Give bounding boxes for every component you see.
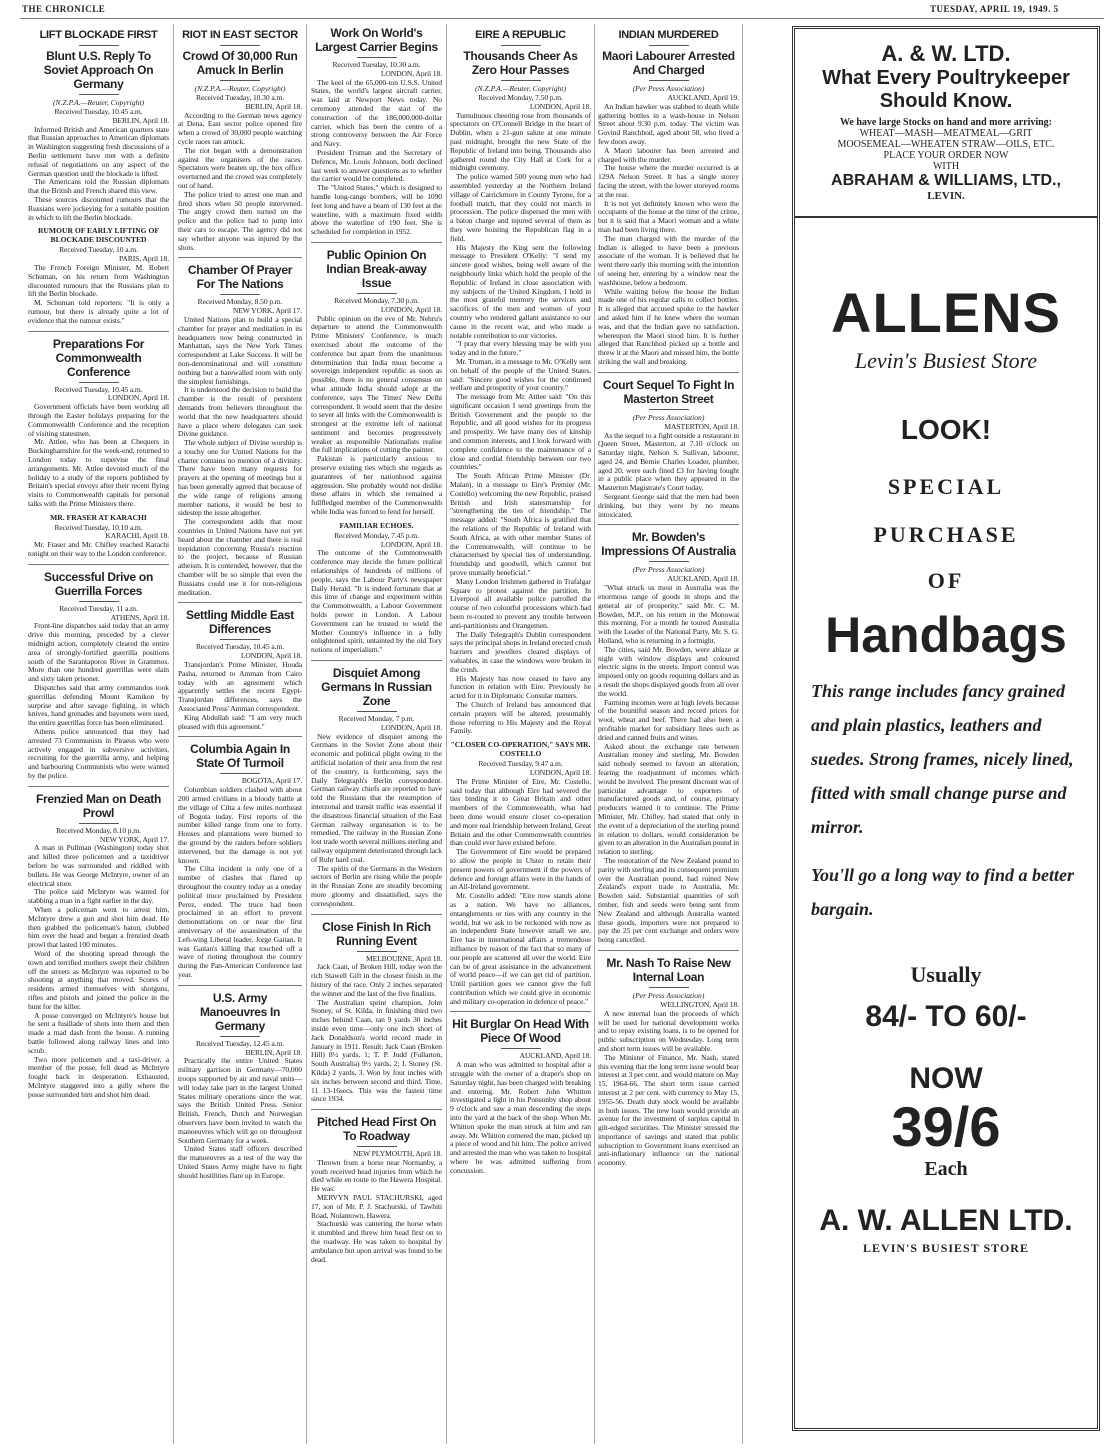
article — [598, 372, 739, 520]
article-divider — [598, 950, 739, 951]
ad-copy: You'll go a long way to find a better bargain. — [811, 865, 1075, 919]
headline-rule — [649, 561, 689, 562]
article-paragraph: A Maori labourer has been arrested and charged with the murder. — [598, 145, 739, 164]
article-paragraph: Mr. Truman, in a message to Mr. O'Kelly sent on behalf of the people of the United States, said: "Sincere good wishes for the continued welfare and prosperity of your country." — [450, 356, 591, 393]
article-paragraph: King Abdullah said: "I am very much pleased with this agreement." — [178, 712, 302, 731]
article-paragraph: The police said McIntyre was wanted for stabbing a man in a fight earlier in the day. — [28, 887, 169, 906]
article-paragraph: As the sequel to a fight outside a restaurant in Queen Street, Masterton, at 7.10 o'clock on Saturday night, Nelson S. Sullivan, labourer, aged 24, and Bernie Charles Loader, plumber, aged 20, were each fined £3 for having fought in a public place when they appeared in the Masterton Magistrate's Court today. — [598, 430, 739, 493]
article — [598, 950, 739, 1168]
article-paragraph: The police tried to arrest one man and fired shots when 50 people intervened. The angry crowd then turned on the police and the police had to jump into their cars to escape. The agency did not say whether anyone was injured by the shots. — [178, 189, 302, 252]
headline-rule — [220, 294, 260, 295]
article — [311, 660, 442, 909]
ad-look: LOOK! — [900, 414, 992, 445]
article-dateline: LONDON, April 18. — [107, 393, 169, 403]
article-paragraph: A new internal loan the proceeds of which will be used for national development works and to repay existing loans, is to be opened for public subscription on Wednesday. Long term and short term issues will be available. — [598, 1008, 739, 1053]
masthead-rule — [20, 18, 1104, 19]
article-source: (Per Press Association) — [632, 990, 705, 1000]
article-paragraph: His Majesty the King sent the following message to President O'Kelly: "I send my sincere good wishes, being well aware of the neighbourly links which hold the people of the Republic of Ireland in close association with my subjects of the United Kingdom, I hold in the most grateful memory the services and sacrifices of the men and women of your country who rendered gallant assistance to our cause in the recent war, and who made a notable contribution to our victories. — [450, 242, 591, 340]
ad-company-name: A. & W. LTD. — [881, 41, 1011, 66]
article-dateline: NEW PLYMOUTH, April 18. — [353, 1149, 442, 1159]
ad-text: PLACE YOUR ORDER NOW — [883, 150, 1009, 161]
article-headline: Pitched Head First On To Roadway — [316, 1115, 437, 1144]
article-received: Received Monday, 7.45 p.m. — [334, 530, 419, 540]
article-headline: Maori Labourer Arrested And Charged — [602, 49, 735, 77]
headline-rule — [649, 409, 689, 410]
headline-rule — [501, 80, 541, 81]
article-paragraph: President Truman and the Secretary of Defence, Mr. Louis Johnson, both declined last week to answer questions as to whether the carrier would be completed. — [311, 147, 442, 184]
article — [28, 226, 169, 325]
article-divider — [311, 914, 442, 915]
article — [598, 524, 739, 944]
article-paragraph: Mr. Fraser and Mr. Chifley reached Karachi tonight on their way to the London conference. — [28, 540, 169, 559]
article-received: Received Monday, 8.50 p.m. — [197, 297, 283, 307]
article-paragraph: Asked about the exchange rate between Australian money and sterling, Mr. Bowden said nobody seemed to favour an alteration, fearing the readjustment of incomes which would be involved. The present discount was of particular advantage to exporters of manufactured goods and, of course, primary producers wanted it to continue. The Prime Minister, Mr. Chifley, had stated that only in the event of a depreciation of the sterling pound in relation to dollars, would consideration be given to an alteration in the Australian pound in relation to sterling. — [598, 741, 739, 857]
article-divider — [28, 564, 169, 565]
ad-brand-allens: ALLENS — [831, 281, 1061, 344]
article-paragraph: The Cilta incident is only one of a number of clashes that flared up throughout the country today as a oneday political truce proclaimed by President Perez, ended. The truce had been proclaimed in an effort to prevent demonstrations on or near the first anniversary of the assassination of the Left-wing Liberal leader, Jorge Gaitan. It was Gaitan's killing that touched off a wave of rioting throughout the country during the Pan-American Conference last year. — [178, 864, 302, 979]
article-dateline: MELBOURNE, April 18. — [365, 953, 442, 963]
article-headline: Chamber Of Prayer For The Nations — [187, 263, 293, 292]
article — [28, 564, 169, 781]
article-divider — [28, 331, 169, 332]
column-5 — [598, 24, 739, 1168]
article-paragraph: The outcome of the Commonwealth conference may decide the future political relationships of hundreds of millions of people, says the Labour Party's newspaper Daily Herald. "It is indeed fortunate that at this time of change and experiment within the Commonwealth, a Labour Government holds power in London. A Labour Government can be trusted to wield the Mother Country's influence in a fully enlightened spirit, untainted by the old Tory notions of imperialism." — [311, 548, 442, 655]
headline-rule — [501, 1048, 541, 1049]
article-subhead: FAMILIAR ECHOES. — [339, 520, 414, 530]
ad-footer-company: A. W. ALLEN LTD. — [819, 1204, 1073, 1237]
article-received: Received Tuesday, 10.45 a.m. — [54, 107, 143, 116]
article-divider — [450, 1011, 591, 1012]
article-dateline: AUCKLAND, April 18. — [667, 574, 739, 584]
article-headline: Preparations For Commonwealth Conference — [52, 336, 145, 379]
ad-price: 39/6 — [891, 1095, 1001, 1158]
article-divider — [598, 372, 739, 373]
article-paragraph: "What struck us most in Australia was the enormous range of goods in shops and the general air of prosperity," said Mr. C. M. Bowden, M.P., on his return in the Monowai this morning. For a month he toured Australia with the Leader of the National Party, Mr. S. G. Holland, who is returning in a fortnight. — [598, 583, 739, 646]
article — [28, 786, 169, 1100]
article-paragraph: Mr. Costello added: "Eire now stands alone as a nation. We have no alliances, entanglements or ties with any country in the world, but we ask to be reckoned with now as an independent State however small we are. Eire has in international affairs a tremendous influence by reason of the fact that so many of our people are scattered all over the world. Eire can be of great assistance in the advancement of world peace—if we can get rid of partition. Until partition goes we cannot give the full contribution which we could give in economic and military co-operation in defence of peace." — [450, 891, 591, 1006]
ad-tagline: Levin's Busiest Store — [854, 348, 1038, 373]
article-dateline: AUCKLAND, April 18. — [519, 1051, 591, 1061]
article-headline: Work On World's Largest Carrier Begins — [315, 26, 438, 54]
article-source: (N.Z.P.A.—Reuter, Copyright) — [475, 84, 566, 93]
article-paragraph: Public opinion on the eve of Mr. Nehru's departure to attend the Commonwealth Prime Ministers' Conference, is much exercised about the outcome of the conference but apart from the unanimous determination that India must become a sovereign independent republic as soon as possible, there is no general consensus on what attitude India should adopt at the conference, says The Times' New Delhi correspondent. It would seem that the desire to sever all links with the Commonwealth is strongest at the extreme left of national sentiment and becomes progressively weaker as responsible Nationalists realise the full implications of cutting the painter. — [311, 313, 442, 455]
headline-rule — [357, 711, 397, 712]
article-received: Received Monday, 7.30 p.m. — [334, 295, 419, 305]
article-paragraph: M. Schuman told reporters: "It is only a rumour, but there is already quite a lot of evidence that the rumour exists." — [28, 298, 169, 325]
date: TUESDAY, APRIL 19, 1949. — [930, 4, 1051, 14]
ad-text: We have large Stocks on hand and more arriving: — [839, 117, 1053, 128]
article-paragraph: The keel of the 65,000-ton U.S.S. United States, the world's largest aircraft carrier, was laid at Newport News today. No ceremony attended the start of the construction of the 186,000,000-dollar carrier, which has been the centre of a strong controversy between the Air Force and Navy. — [311, 77, 442, 149]
article-dateline: LONDON, April 18. — [380, 539, 442, 549]
ad-text: WHEAT—MASH—MEATMEAL—GRIT — [859, 128, 1033, 139]
article-received: Received Tuesday, 12.45 a.m. — [195, 1038, 285, 1048]
headline-rule — [357, 57, 397, 58]
article-dateline: LONDON, April 18. — [380, 68, 442, 78]
article-paragraph: A man in Pullman (Washington) today shot and killed three policemen and a taxidriver before he was surrounded and riddled with bullets. He was George McIntyre, owner of an electrical store. — [28, 843, 169, 888]
column-divider — [742, 24, 743, 1444]
article — [178, 985, 302, 1181]
article-dateline: LONDON, April 18. — [529, 767, 591, 777]
masthead-paper: THE CHRONICLE — [22, 4, 106, 14]
article-paragraph: Stachurski was cantering the horse when it stumbled and threw him head first on to the roadway. He was taken to hospital by ambulance but upon arrival was found to be dead. — [311, 1219, 442, 1264]
headline-rule — [220, 639, 260, 640]
article-paragraph: When a policeman went to arrest him, McIntyre drew a gun and shot him dead. He then grabbed the policeman's baton, clubbed him over the head and began a frenzied death prowl that lasted 100 minutes. — [28, 904, 169, 950]
article-headline: Mr. Nash To Raise New Internal Loan — [606, 955, 731, 984]
ad-each: Each — [924, 1158, 968, 1180]
article-received: Received Monday, 8.10 p.m. — [56, 825, 141, 835]
article-divider — [311, 1109, 442, 1110]
article-paragraph: MERVYN PAUL STACHURSKI, aged 17, son of Mr. P. J. Stachurski, of Tawhiti Road, Nolantown, Hawera. — [311, 1193, 442, 1220]
article-headline: Columbia Again In State Of Turmoil — [190, 742, 290, 771]
article-paragraph: Athens police announced that they had arrested 73 Communists in Piraeus who were actively engaged in subversive activities, recruiting for the guerrilla army, and helping and harbouring Communists who were wanted by the police. — [28, 727, 169, 781]
article-paragraph: Columbian soldiers clashed with about 200 armed civilians in a bloody battle at the village of Cilta a few miles northeast of Bogota today. First reports of the number killed range from one to forty. Houses and plantations were burned to the ground by the raiders before soldiers intervened, but the damage is not yet known. — [178, 785, 302, 865]
article — [28, 29, 169, 222]
article-paragraph: The riot began with a demonstration against the organisers of the races. Spectators were beaten up, the box office overturned and the crowd was completely out of hand. — [178, 145, 302, 190]
article — [311, 914, 442, 1105]
article-paragraph: The Government of Eire would be prepared to allow the people in Ulster to retain their present powers of government if the powers of defence and foreign affairs were in the hands of an All-Ireland government. — [450, 847, 591, 892]
article-dateline: BERLIN, April 18. — [245, 101, 302, 111]
article-paragraph: Farming incomes were at high levels because of the bountiful season and record prices for wool, wheat and beef. There had also been a profitable market for subsidiary lines such as dried and canned fruits and wines. — [598, 697, 739, 742]
article-headline: Mr. Bowden's Impressions Of Australia — [601, 530, 736, 559]
article-paragraph: Word of the shooting spread through the town and terrified mothers swept their children off the streets as McIntyre was reported to be shooting at anything that moved. Scores of residents armed themselves with shotguns, rifles and pistols and joined the police in the hunt for the killer. — [28, 948, 169, 1011]
article-paragraph: The man charged with the murder of the Indian is alleged to have been a previous associate of the woman. It is believed that he went there early this morning with the intention of seeing her, entering by a window near the washhouse, below a bedroom. — [598, 233, 739, 287]
article-headline: Settling Middle East Differences — [185, 608, 294, 637]
article-headline: Crowd Of 30,000 Run Amuck In Berlin — [182, 49, 298, 77]
article-subhead: RUMOUR OF EARLY LIFTING OF BLOCKADE DISCOUNTED — [37, 226, 160, 245]
article-headline: Thousands Cheer As Zero Hour Passes — [463, 49, 578, 77]
column-4 — [450, 24, 591, 1176]
article-divider — [178, 985, 302, 986]
article-paragraph: While waiting below the house the Indian made one of his regular calls to collect bottles. It is alleged that accused spoke to the hawker and asked him if he knew where the woman was, and that the Indian gave no satisfaction, whereupon the Maori stood him. It is further alleged that Ranchhod picked up a bottle and threw it at the Maori and missed him, the bottle striking the wall and breaking. — [598, 286, 739, 366]
article-source: (Per Press Association) — [632, 84, 705, 93]
article — [450, 1011, 591, 1175]
ad-footer-tagline: LEVIN'S BUSIEST STORE — [863, 1241, 1029, 1255]
article-dateline: KARACHI, April 18. — [105, 531, 169, 541]
article-dateline: BOGOTA, April 17. — [241, 776, 302, 786]
article-kicker: INDIAN MURDERED — [618, 29, 719, 41]
article — [450, 740, 591, 1006]
article-received: Received Tuesday, 10 a.m. — [59, 245, 138, 255]
article-paragraph: The Americans told the Russian diplomats that the British and French shared this view. — [28, 177, 169, 196]
article-divider — [311, 660, 442, 661]
article-headline: Blunt U.S. Reply To Soviet Approach On Germany — [43, 49, 154, 91]
article-paragraph: A man who was admitted to hospital after a struggle with the owner of a draper's shop on Saturday night, has been charged with breaking and entering. Mr. Robert John Whitton investigated a light in his Ponsonby shop about 9 o'clock and saw a man descending the steps into the yard at the back of the shop. When Mr. Whitton spoke the man struck at him and ran away. Mr. Whitton cornered the man, picked up a piece of wood and hit him. The police arrived and arrested the man who was taken to hospital where he was admitted suffering from concussion. — [450, 1060, 591, 1175]
advertisement — [792, 26, 1100, 1431]
column-1 — [28, 24, 169, 1100]
article — [178, 736, 302, 979]
article-source: (N.Z.P.A.—Reuter, Copyright) — [53, 98, 144, 107]
article-paragraph: These sources discounted rumours that the Russians were jockeying for a suitable position in which to lift the Berlin blockade. — [28, 194, 169, 222]
ad-headline: What Every Poultrykeeper Should Know. — [822, 67, 1070, 112]
article-paragraph: It is understood the decision to build the chamber is the result of persistent demands from believers throughout the world that the new headquarters should have a place where delegates can seek Divine guidance. — [178, 385, 302, 439]
article-paragraph: The Daily Telegraph's Dublin correspondent says the principal shops in Ireland erected crush barriers and jewellers cleared displays of valuables, in case the windows were broken in the crush. — [450, 629, 591, 674]
article-paragraph: Many London Irishmen gathered in Trafalgar Square to protest against the partition. In Liverpool all available police patrolled the course of two colourful processions which had been re-routed to prevent any trouble between anti-partitionists and Orangemen. — [450, 576, 591, 630]
article-received: Received Tuesday, 10.10 a.m. — [54, 522, 143, 532]
article-source: (Per Press Association) — [632, 565, 705, 575]
article-paragraph: The Prime Minister of Eire, Mr. Costello, said today that although Eire had severed the ties binding it to Great Britain and other members of the Commonwealth, what had been done would ensure closer co-operation and more real friendship between Ireland, Great Britain and the other Commonwealth countries than could ever have existed before. — [450, 776, 591, 848]
article-received: Received Tuesday, 10.45 a.m. — [54, 384, 143, 394]
ad-product: Handbags — [825, 607, 1067, 663]
article-received: Received Tuesday, 11 a.m. — [59, 603, 138, 613]
article-dateline: LONDON, April 18. — [240, 651, 302, 661]
article-dateline: AUCKLAND, April 19. — [667, 93, 739, 102]
article-headline: Court Sequel To Fight In Masterton Street — [602, 377, 735, 406]
article-paragraph: "I pray that every blessing may be with you today and in the future." — [450, 339, 591, 358]
article-dateline: LONDON, April 18. — [380, 304, 442, 314]
headline-rule — [357, 293, 397, 294]
article-paragraph: The Australian sprint champion, John Stoney, of St. Kilda, in finishing third two inches behind Caan, ran 9 yards 30 inches inside even time—only one inch short of Jack Donaldson's world record made in January in 1911. Result: Jack Caan (Broken Hill) 8½ yards, 1; T. P. Judd (Fullarton, South Australia) 9½ yards, 2; J. Stoney (St. Kilda) 2 yards, 3. Won by four inches with six inches between second and third. Time, 11 13-16secs. This was the fastest time since 1934. — [311, 997, 442, 1104]
article-dateline: LONDON, April 18. — [380, 722, 442, 732]
column-3 — [311, 24, 442, 1264]
article — [311, 26, 442, 237]
article-received: Received Tuesday, 9.47 a.m. — [478, 759, 563, 769]
article-paragraph: Thrown from a horse near Normanby, a youth received head injuries from which he died while en route to the Hawera Hospital. He was: — [311, 1157, 442, 1194]
headline-rule — [79, 94, 119, 95]
column-divider — [306, 24, 307, 1444]
article-paragraph: The correspondent adds that most countries in United Nations have not yet heard about the chamber and there is real trepidation concerning Russia's reaction to the project, because of Russian atheism. It is contended, however, that the chamber will be so simple that even the Russians could use it for non-religious meditation. — [178, 517, 302, 597]
column-divider — [594, 24, 595, 1444]
article — [178, 257, 302, 597]
article-kicker: RIOT IN EAST SECTOR — [182, 29, 298, 41]
column-divider — [446, 24, 447, 1444]
article-paragraph: The house where the murder occurred is at 129A Nelson Street. It has a single storey facing the street, with the lower storeyed rooms at the rear. — [598, 163, 739, 199]
article-dateline: PARIS, April 18. — [118, 254, 169, 264]
ad-usually: Usually — [910, 962, 982, 987]
headline-rule — [220, 1036, 260, 1037]
article-dateline: BERLIN, April 18. — [112, 115, 169, 125]
headline-rule — [649, 987, 689, 988]
article-divider — [178, 257, 302, 258]
article — [450, 29, 591, 736]
article-received: Received Monday, 7.50 p.m. — [478, 93, 563, 102]
headline-rule — [79, 823, 119, 824]
headline-rule — [79, 601, 119, 602]
headline-rule — [357, 1146, 397, 1147]
headline-rule — [357, 951, 397, 952]
article-paragraph: Jack Caan, of Broken Hill, today won the rich Stawell Gift in the closest finish in the history of the race. Only 2 inches separated the winner and the last of the five finalists. — [311, 962, 442, 998]
article-paragraph: Government officials have been working all through the Easter holidays preparing for the Commonwealth Conference and the reception of visiting statesmen. — [28, 402, 169, 438]
headline-rule — [79, 382, 119, 383]
article-received: Received Monday, 7 p.m. — [338, 714, 415, 724]
article-headline: Hit Burglar On Head With Piece Of Wood — [452, 1017, 589, 1046]
page-number: 5 — [1053, 4, 1059, 14]
article-paragraph: His Majesty has now ceased to have any function in relation with Eire. Previously he acted for it in Diplomatic Consular matters. — [450, 673, 591, 701]
article-paragraph: Sergeant George said that the men had been drinking, but they were by no means intoxicated. — [598, 492, 739, 519]
article-paragraph: Transjordan's Prime Minister, Houda Pasha, returned to Amman from Cairo today with an agreement which apparently settles the recent Egypt-Transjordan differences, says the Associated Press' Amman correspondent. — [178, 660, 302, 714]
article — [598, 29, 739, 367]
article-divider — [598, 524, 739, 525]
column-divider — [173, 24, 174, 1444]
article-divider — [311, 242, 442, 243]
article-paragraph: The "United States," which is designed to handle long-range bombers, will be 1090 feet long and have a beam of 130 feet at the waterline, with a maximum fixed width above the waterline of 190 feet. She is scheduled for completion in 1952. — [311, 183, 442, 237]
article-headline: Successful Drive on Guerrilla Forces — [43, 569, 153, 598]
headline-rule — [220, 80, 260, 81]
article-paragraph: The message from Mr. Attlee said: "On this significant occasion I send greetings from the British Government and the people to the Republic, and all good wishes for its progress and prosperity. We have many ties of kinship and common interests, and I look forward with complete confidence to the maintenance of a close and cordial friendship between our two countries." — [450, 392, 591, 472]
article — [178, 29, 302, 252]
article-received: Received Tuesday, 10.30 a.m. — [332, 60, 421, 69]
article-kicker: EIRE A REPUBLIC — [475, 29, 566, 41]
ad-special: SPECIAL — [887, 474, 1005, 499]
article-headline: Close Finish In Rich Running Event — [322, 919, 431, 948]
article-paragraph: The whole subject of Divine worship is a touchy one for United Nations for the charter contains no mention of a divinity. There have been many requests for prayers at the opening of meetings but it has been generally agreed that because of the wide range of religions among member nations, it would be best to sidestep the issue altogether. — [178, 438, 302, 518]
article-paragraph: The Church of Ireland has announced that certain prayers will be altered, presumably those referring to His Majesty and the Royal Family. — [450, 699, 591, 736]
article-paragraph: Front-line dispatches said today that an army drive this morning, preceded by a clever midnight action, completely cleared the entire area of strongly-fortified guerrilla positions south of the Sarantaporos River in Grammos. More than one hundred guerrillas were slain and sixty taken prisoner. — [28, 621, 169, 684]
ad-old-price: 84/- TO 60/- — [865, 1000, 1027, 1033]
ad-company: ABRAHAM & WILLIAMS, LTD., — [831, 172, 1061, 189]
article-paragraph: United States staff officers described the manoeuvres as a test of the way the United States Army might have to fight should hostilities flare up in Europe. — [178, 1144, 302, 1180]
headline-rule — [501, 45, 541, 46]
article-headline: Frenzied Man on Death Prowl — [35, 791, 162, 820]
article-source: (Per Press Association) — [632, 412, 705, 422]
article-paragraph: The cities, said Mr. Bowden, were ablaze at night with window displays and coloured electric signs in the streets. Import control was imposed only on goods requiring dollars and as a result the shops displayed goods from all over the world. — [598, 644, 739, 698]
ad-town: LEVIN. — [927, 190, 965, 202]
article-received: Received Tuesday, 10.45 a.m. — [195, 642, 285, 652]
article-paragraph: An Indian hawker was stabbed to death while gathering bottles in a wash-house in Nelson Street about 9.30 p.m. today. The victim was Govind Ranchhod, aged about 58, who lived a few doors away. — [598, 101, 739, 146]
article-paragraph: Tumultuous cheering rose from thousands of spectators on O'Connell Bridge in the heart of Dublin, when a 21-gun salute at one minute past midnight, brought the new State of the Republic of Ireland into being. Thousands also gathered round the City Hall at Cork for a midnight ceremony. — [450, 110, 591, 173]
ad-copy: This range includes fancy grained and plain plastics, leathers and suedes. Strong frames, nicely lined, fitted with small change purse and mirror. — [811, 681, 1074, 837]
article-dateline: ATHENS, April 18. — [110, 612, 169, 622]
article-paragraph: The South African Prime Minister (Dr. Malan), in a message to Eire's Premier (Mr. Costello) welcoming the new Republic, praised British and Irish statesmanship for "strengthening the ties of friendship." The message added: "South Africa is gratified that the relations of the Republic of Ireland with South Africa, as with other member States of the Commonwealth, will continue to be characterised by special ties of understanding, friendship and goodwill, which cannot but prove mutually beneficial." — [450, 471, 591, 578]
article-paragraph: Dispatches said that army commandos took guerrillas defending Mount Kamikon by surprise and after savage fighting, in which knives, hand grenades and bayonets were used, the entire guerrillas force has been eliminated. — [28, 683, 169, 728]
article-paragraph: The spirits of the Germans in the Western sectors of Berlin are rising while the people in the Russian Zone are steadily becoming more gloomy and dissatisfied, says the correspondent. — [311, 863, 442, 908]
ad-text: MOOSEMEAL—WHEATEN STRAW—OILS, ETC. — [837, 139, 1055, 150]
article-dateline: NEW YORK, April 17. — [232, 306, 302, 316]
article — [28, 331, 169, 509]
headline-rule — [220, 45, 260, 46]
ad-now: NOW — [909, 1062, 983, 1095]
article-dateline: WELLINGTON, April 18. — [660, 999, 739, 1009]
article-paragraph: A posse converged on McIntyre's house but he sent a fusillade of shots into them and then made a mad dash from the house. A running battle followed along railway lines and into scrub. — [28, 1010, 169, 1055]
article-paragraph: The restoration of the New Zealand pound to parity with sterling and its consequent premium over the Australian pound, had ruined New Zealand's export trade to Australia, Mr. Bowden said. Substantial quantities of soft timber, fish and seeds were being sent from New Zealand and although Australia wanted these goods, importers were not prepared to pay the 25 per cent exchange and orders were being cancelled. — [598, 855, 739, 945]
article-kicker: LIFT BLOCKADE FIRST — [39, 29, 158, 41]
article — [311, 242, 442, 655]
ad-of: OF — [927, 568, 965, 593]
article-dateline: MASTERTON, April 18. — [664, 421, 739, 431]
article-headline: Public Opinion On Indian Break-away Issue — [326, 247, 427, 290]
article-paragraph: Informed British and American quarters state that Russian approaches to American diplomats in Washington suggesting fresh discussions of a Berlin settlement have met with a definite refusal of negotiations on any aspect of the German question until the blockade is lifted. — [28, 124, 169, 178]
article-paragraph: The French Foreign Minister, M. Robert Schuman, on his return from Washington discounted rumours that the Russians plan to lift the Berlin blockade. — [28, 262, 169, 299]
article-dateline: BERLIN, April 18. — [245, 1047, 302, 1057]
article — [178, 602, 302, 731]
article — [311, 1109, 442, 1264]
headline-rule — [220, 773, 260, 774]
headline-rule — [649, 80, 689, 81]
ad-text: WITH — [932, 161, 960, 172]
headline-rule — [79, 45, 119, 46]
article-paragraph: It is not yet definitely known who were the occupants of the house at the time of the crime, but it is said that a Maori woman and a white man had been living there. — [598, 198, 739, 234]
article-headline: U.S. Army Manoeuvres In Germany — [199, 990, 281, 1033]
article-paragraph: Pakistan is particularly anxious to preserve existing ties which she regards as guarantees of her nationhood against aggression. She probably would not dislike these affairs in which she remained a fullfledged member of the Commonwealth while India was forced to fend for herself. — [311, 454, 442, 517]
article-paragraph: Two more policemen and a taxi-driver, a member of the posse, fell dead as McIntyre fought back in desperation. Exhausted, McIntyre staggered into a gully where the posse surrounded him and shot him dead. — [28, 1054, 169, 1099]
article-received: Received Tuesday, 10.30 a.m. — [195, 93, 285, 102]
article-divider — [178, 602, 302, 603]
article-paragraph: Mr. Attlee, who has been at Chequers in Buckinghamshire for the week-end, returned to London today to supervise the final arrangements. Mr. Attlee devoted much of the holiday to a study of the reports published by Britain's special envoys after their recent flying visits to Commonwealth capitals for personal talks with the Prime Ministers there. — [28, 437, 169, 508]
article-subhead: "CLOSER CO-OPERATION," SAYS MR. COSTELLO — [450, 740, 591, 759]
masthead-date — [930, 4, 1059, 14]
headline-rule — [649, 45, 689, 46]
article-divider — [178, 736, 302, 737]
article-subhead: MR. FRASER AT KARACHI — [50, 512, 147, 522]
article-headline: Disquiet Among Germans In Russian Zone — [321, 666, 432, 709]
article-paragraph: According to the German news agency at Dena, East sector police opened fire when a crowd of 30,000 people watching cycle races ran amuck. — [178, 110, 302, 146]
article-paragraph: The police warned 500 young men who had assembled yesterday at the Northern Ireland village of Carrickmore in County Tyrone, for a football match, that they could not march in procession. The police dispersed the men with a baton charge and injured several of them as they were hoisting the Republican flag in a field. — [450, 172, 591, 243]
ad-purchase: PURCHASE — [873, 522, 1019, 547]
article-dateline: LONDON, April 18. — [529, 101, 591, 111]
article-paragraph: New evidence of disquiet among the Germans in the Soviet Zone about their economic and political plight owing to the artificial isolation of their area from the rest of the country, is forthcoming, says the Daily Telegraph's Berlin correspondent. German railway chiefs are reported to have told the Russians that the resumption of interzonal and transit traffic was essential if the disastrous financial situation of the East German railway organisation is to be remedied. The railway in the Russian Zone lost trade worth several millions sterling and railway equipment deteriorated through lack of Ruhr hard coal. — [311, 731, 442, 864]
ad-divider — [795, 216, 1097, 218]
column-2 — [178, 24, 302, 1180]
article — [28, 513, 169, 559]
article-dateline: NEW YORK, April 17. — [99, 834, 169, 844]
article-paragraph: United Nations plan to build a special chamber for prayer and meditation in its headquarters now being constructed in Manhattan, says the New York Times correspondent at Lake Success. It will be non-denominational and will constitute nothing but a barewalled room with only the simplest furnishings. — [178, 314, 302, 386]
article-paragraph: The Minister of Finance, Mr. Nash, stated this evening that the long term issue would bear interest at 3 per cent. and would mature on May 15, 1964-66. The short term issue carried interest at 2 per cent. with currency to May 15, 1955-56. Death duty stock would be available in both issues. The new loan would provide an avenue for the investment of surplus capital in gilt-edged securities. The Minister stressed the importance of savings and stated that public subscription to Government loans exercised an anti-inflationary influence on the national economy. — [598, 1052, 739, 1168]
article-divider — [28, 786, 169, 787]
article-source: (N.Z.P.A.—Reuter, Copyright) — [194, 84, 286, 93]
article-paragraph: Practically the entire United States military garrison in Germany—70,000 troops supported by air and naval units—will today take part in the largest United States military operations since the war, says the British United Press. Senior British, French, Dutch and Norwegian observers have been invited to watch the manoeuvres which will go on throughout Southern Germany for a week. — [178, 1056, 302, 1145]
